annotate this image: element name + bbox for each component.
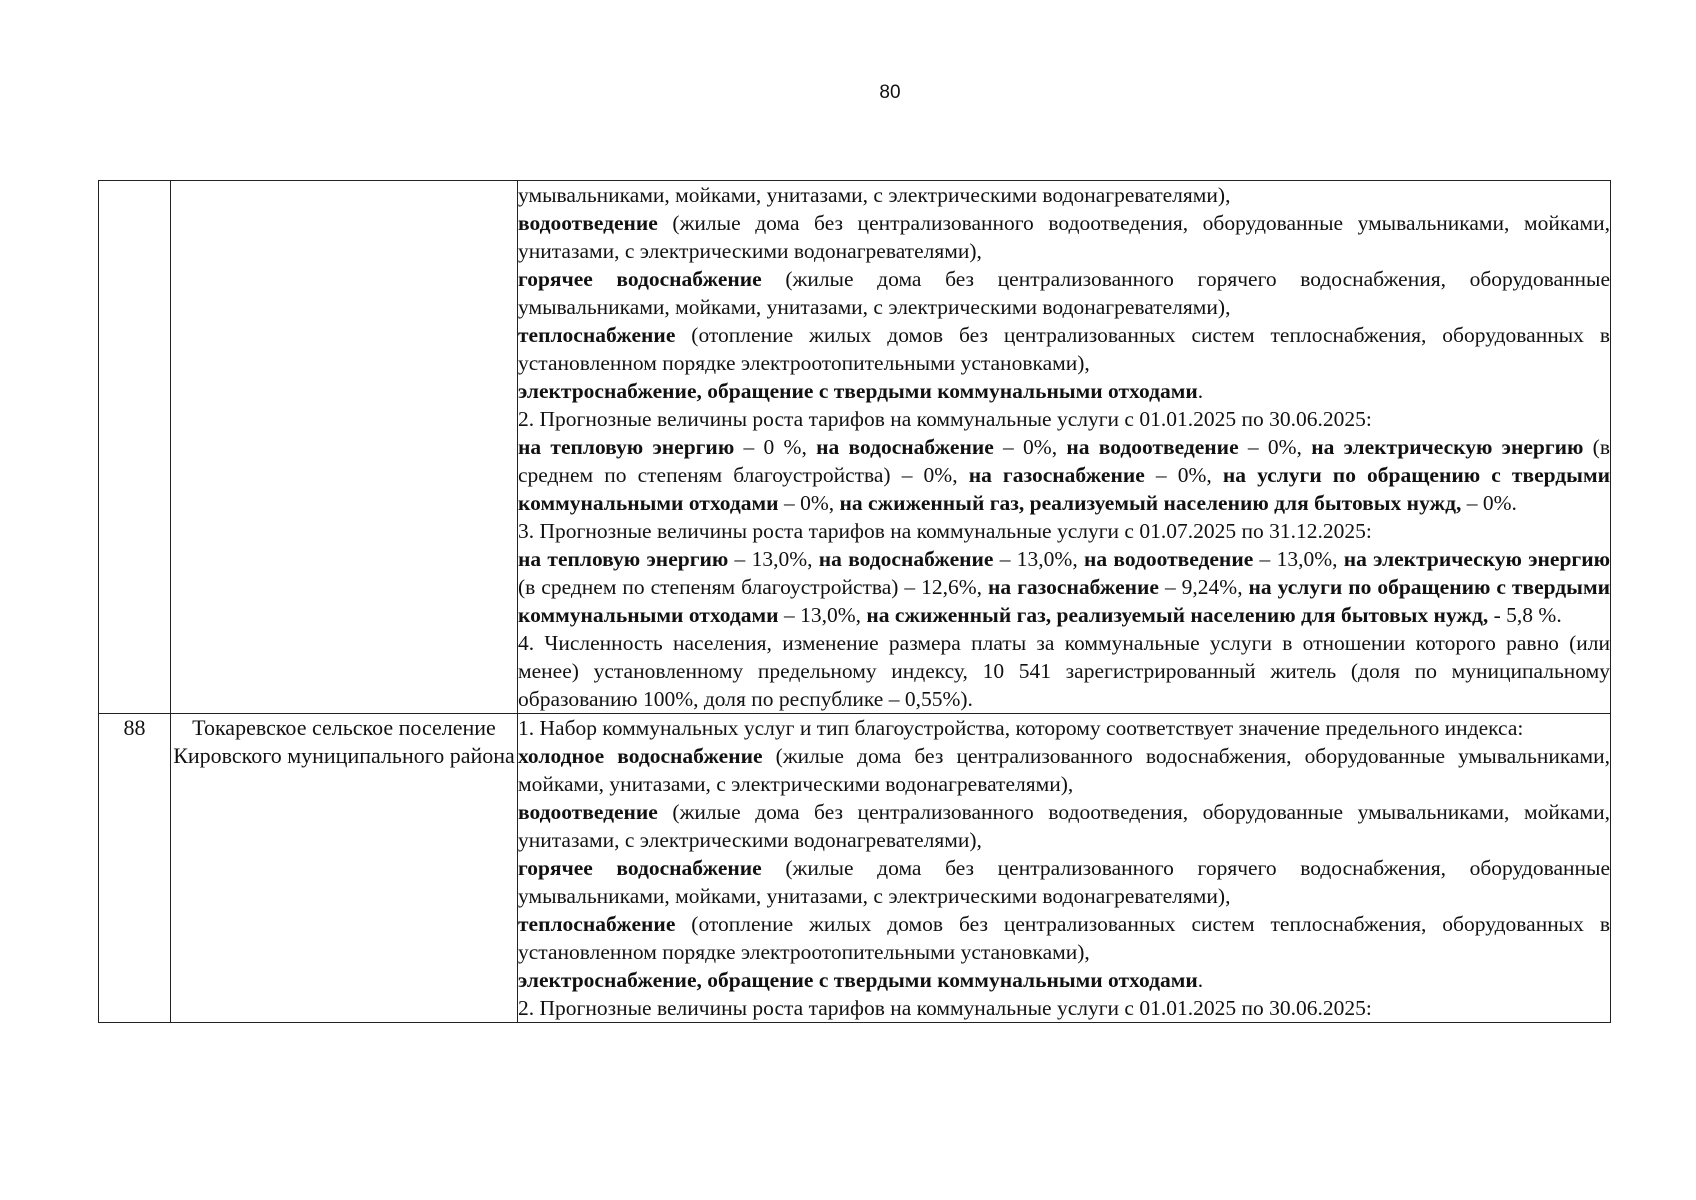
text-run: – 0%, <box>778 491 840 515</box>
page-number: 80 <box>879 82 901 103</box>
bold-text-run: теплоснабжение <box>518 323 676 347</box>
table-row <box>99 714 1611 1023</box>
description-paragraph <box>518 377 1610 405</box>
bold-text-run: на водоотведение <box>1083 547 1254 571</box>
text-run: – 13,0%, <box>993 547 1084 571</box>
description-paragraph <box>518 181 1610 209</box>
text-run: 4. Численность населения, изменение размера платы за коммунальные услуги в отношении которого равно (или менее) установленному предельному индексу, 10 541 зарегистрированный житель (доля по муниципальному образованию 100%, доля по республике – 0,55%). <box>518 631 1610 711</box>
text-run: (жилые дома без централизованного горячего водоснабжения, оборудованные умывальниками, мойками, унитазами, с электрическими водонагревателями), <box>518 856 1610 908</box>
description-paragraph <box>518 910 1610 966</box>
text-run: 3. Прогнозные величины роста тарифов на коммунальные услуги с 01.07.2025 по 31.12.2025: <box>518 519 1372 543</box>
bold-text-run: на водоснабжение <box>818 547 994 571</box>
text-run: (отопление жилых домов без централизованных систем теплоснабжения, оборудованных в установленном порядке электроотопительными установками), <box>518 323 1610 375</box>
text-run: (в среднем по степеням благоустройства) – 12,6%, <box>518 575 989 599</box>
row-number-cell: 88 <box>99 714 171 1023</box>
text-run: – 0%. <box>1461 491 1517 515</box>
text-run: – 9,24%, <box>1158 575 1249 599</box>
text-run: (в среднем по степеням благоустройства) – 0%, <box>518 435 1610 487</box>
text-run: – 0 %, <box>734 435 817 459</box>
description-paragraph <box>518 433 1610 517</box>
text-run: – 13,0%, <box>778 603 867 627</box>
text-run: – 13,0%, <box>728 547 819 571</box>
description-paragraph <box>518 321 1610 377</box>
text-run: 1. Набор коммунальных услуг и тип благоустройства, которому соответствует значение предельного индекса: <box>518 716 1524 740</box>
bold-text-run: на услуги по обращению с твердыми коммунальными отходами <box>518 575 1610 627</box>
description-paragraph <box>518 517 1610 545</box>
text-run: – 0%, <box>1144 463 1223 487</box>
bold-text-run: на водоснабжение <box>816 435 994 459</box>
text-run: – 13,0%, <box>1253 547 1344 571</box>
text-run: умывальниками, мойками, унитазами, с электрическими водонагревателями), <box>518 183 1231 207</box>
description-paragraph <box>518 994 1610 1022</box>
bold-text-run: горячее водоснабжение <box>518 267 762 291</box>
text-run: . <box>1197 968 1204 992</box>
description-paragraph <box>518 265 1610 321</box>
description-paragraph <box>518 742 1610 798</box>
bold-text-run: водоотведение <box>518 211 658 235</box>
table-row <box>99 181 1611 714</box>
bold-text-run: на сжиженный газ, реализуемый населению для бытовых нужд, <box>839 491 1462 515</box>
text-run: 2. Прогнозные величины роста тарифов на коммунальные услуги с 01.01.2025 по 30.06.2025: <box>518 996 1372 1020</box>
bold-text-run: на услуги по обращению с твердыми коммунальными отходами <box>518 463 1610 515</box>
row-number-cell <box>99 181 171 714</box>
bold-text-run: на тепловую энергию <box>518 435 735 459</box>
bold-text-run: горячее водоснабжение <box>518 856 762 880</box>
municipality-name-cell: Токаревское сельское поселение Кировского муниципального района <box>171 714 518 1023</box>
text-run: – 0%, <box>1238 435 1312 459</box>
text-run: (жилые дома без централизованного водоотведения, оборудованные умывальниками, мойками, унитазами, с электрическими водонагревателями), <box>518 800 1610 852</box>
text-run: 2. Прогнозные величины роста тарифов на коммунальные услуги с 01.01.2025 по 30.06.2025: <box>518 407 1372 431</box>
description-paragraph <box>518 798 1610 854</box>
text-run: (жилые дома без централизованного горячего водоснабжения, оборудованные умывальниками, мойками, унитазами, с электрическими водонагревателями), <box>518 267 1610 319</box>
bold-text-run: водоотведение <box>518 800 658 824</box>
text-run: – 0%, <box>993 435 1067 459</box>
municipality-name-cell <box>171 181 518 714</box>
bold-text-run: на газоснабжение <box>988 575 1159 599</box>
bold-text-run: на электрическую энергию <box>1311 435 1584 459</box>
text-run: . <box>1197 379 1204 403</box>
bold-text-run: электроснабжение, обращение с твердыми коммунальными отходами <box>518 379 1198 403</box>
description-paragraph <box>518 854 1610 910</box>
bold-text-run: на электрическую энергию <box>1343 547 1611 571</box>
description-paragraph <box>518 714 1610 742</box>
bold-text-run: на водоотведение <box>1066 435 1239 459</box>
text-run: (жилые дома без централизованного водоотведения, оборудованные умывальниками, мойками, унитазами, с электрическими водонагревателями), <box>518 211 1610 263</box>
description-paragraph <box>518 405 1610 433</box>
text-run: (жилые дома без централизованного водоснабжения, оборудованные умывальниками, мойками, унитазами, с электрическими водонагревателями), <box>518 744 1610 796</box>
description-cell <box>518 181 1611 714</box>
description-paragraph <box>518 966 1610 994</box>
description-paragraph <box>518 209 1610 265</box>
description-cell <box>518 714 1611 1023</box>
bold-text-run: на тепловую энергию <box>518 547 729 571</box>
bold-text-run: теплоснабжение <box>518 912 676 936</box>
text-run: - 5,8 %. <box>1488 603 1562 627</box>
bold-text-run: холодное водоснабжение <box>518 744 763 768</box>
text-run: (отопление жилых домов без централизованных систем теплоснабжения, оборудованных в установленном порядке электроотопительными установками), <box>518 912 1610 964</box>
bold-text-run: на газоснабжение <box>968 463 1145 487</box>
description-paragraph <box>518 629 1610 713</box>
tariff-table <box>98 180 1611 1023</box>
bold-text-run: на сжиженный газ, реализуемый населению для бытовых нужд, <box>866 603 1489 627</box>
description-paragraph <box>518 545 1610 629</box>
bold-text-run: электроснабжение, обращение с твердыми коммунальными отходами <box>518 968 1198 992</box>
